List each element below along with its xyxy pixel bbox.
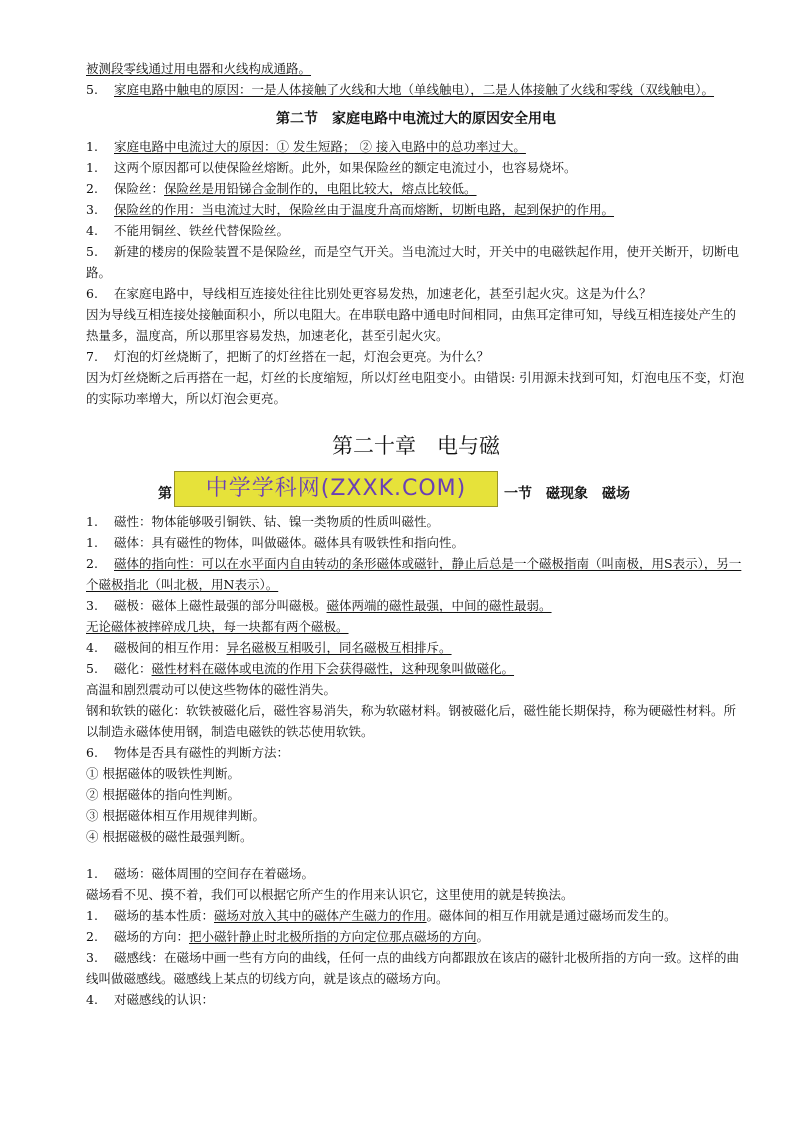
- list-number: 1.: [86, 908, 98, 923]
- list-number: 4.: [86, 223, 98, 238]
- text-span: 磁极间的相互作用：: [114, 640, 227, 655]
- underlined-text: 磁体的指向性：可以在水平面内自由转动的条形磁体或磁针，静止后总是一个磁极指南（叫南极，用S表示），另一个磁极指北（叫北极，用N表示）。: [86, 556, 742, 592]
- watermark-banner: 中学学科网(ZXXK.COM): [174, 471, 498, 507]
- list-number: 5.: [86, 244, 98, 259]
- text-span: ① 根据磁体的吸铁性判断。: [86, 766, 240, 781]
- underlined-text: 磁场对放入其中的磁体产生磁力的作用: [214, 908, 427, 923]
- text-line: [86, 926, 746, 947]
- text-line: [86, 679, 746, 700]
- text-span: 磁极：磁体上磁性最强的部分叫磁极。: [114, 598, 327, 613]
- text-span: ④ 根据磁极的磁性最强判断。: [86, 829, 253, 844]
- text-span: 对磁感线的认识：: [114, 992, 215, 1007]
- underlined-text: 家庭电路中电流过大的原因：① 发生短路； ② 接入电路中的总功率过大。: [114, 139, 526, 154]
- list-number: 3.: [86, 202, 98, 217]
- text-span: 。: [476, 929, 490, 944]
- list-number: 4.: [86, 640, 98, 655]
- text-span: 高温和剧烈震动可以使这些物体的磁性消失。: [86, 682, 337, 697]
- text-line: [86, 863, 746, 884]
- underlined-text: 把小磁针静止时北极所指的方向定位那点磁场的方向: [189, 929, 477, 944]
- text-span: 磁场看不见、摸不着，我们可以根据它所产生的作用来认识它，这里使用的就是转换法。: [86, 887, 574, 902]
- section-title-current-overload: 第二节 家庭电路中电流过大的原因安全用电: [276, 111, 556, 127]
- text-line: [86, 637, 746, 658]
- text-line: [86, 742, 746, 763]
- text-line: [86, 241, 746, 283]
- text-line: [86, 532, 746, 553]
- list-number: 6.: [86, 745, 98, 760]
- underlined-text: 磁体两端的磁性最强，中间的磁性最弱。: [326, 598, 552, 613]
- text-span: 物体是否具有磁性的判断方法：: [114, 745, 290, 760]
- text-span: 磁性：物体能够吸引铜铁、钴、镍一类物质的性质叫磁性。: [114, 514, 440, 529]
- text-line: [86, 178, 746, 199]
- text-span: 磁场的基本性质：: [114, 908, 215, 923]
- text-line: [86, 616, 746, 637]
- text-span: ③ 根据磁体相互作用规律判断。: [86, 808, 265, 823]
- text-span: 不能用铜丝、铁丝代替保险丝。: [114, 223, 290, 238]
- underlined-text: 家庭电路中触电的原因：一是人体接触了火线和大地（单线触电），二是人体接触了火线和零线（双线触电）。: [114, 82, 715, 97]
- text-line: [86, 367, 746, 409]
- text-span: 。磁体间的相互作用就是通过磁场而发生的。: [426, 908, 677, 923]
- chapter-title: 第二十章 电与磁: [332, 434, 500, 458]
- text-span: 新建的楼房的保险装置不是保险丝，而是空气开关。当电流过大时，开关中的电磁铁起作用，使开关断开，切断电路。: [86, 244, 740, 280]
- list-number: 1.: [86, 535, 98, 550]
- list-number: 2.: [86, 556, 98, 571]
- text-line: [86, 346, 746, 367]
- text-line: [86, 553, 746, 595]
- text-span: 磁化：: [114, 661, 152, 676]
- list-number: 3.: [86, 598, 98, 613]
- text-line: [86, 157, 746, 178]
- text-span: 这两个原因都可以使保险丝熔断。此外，如果保险丝的额定电流过小，也容易烧坏。: [114, 160, 577, 175]
- underlined-text: 被测段零线通过用电器和火线构成通路。: [86, 61, 312, 76]
- text-line: [86, 784, 746, 805]
- text-line: [86, 220, 746, 241]
- list-number: 3.: [86, 950, 98, 965]
- text-line: [86, 763, 746, 784]
- text-span: 灯泡的灯丝烧断了，把断了的灯丝搭在一起，灯泡会更亮。为什么？: [114, 349, 490, 364]
- text-line: [86, 595, 746, 616]
- list-number: 5.: [86, 661, 98, 676]
- list-number: 2.: [86, 181, 98, 196]
- text-line: [86, 947, 746, 989]
- section3-lines: [86, 863, 746, 1010]
- text-line: [86, 79, 746, 100]
- section1-lines: [86, 136, 746, 409]
- list-number: 5.: [86, 82, 98, 97]
- text-line: [86, 58, 746, 79]
- text-span: 钢和软铁的磁化：软铁被磁化后，磁性容易消失，称为软磁材料。钢被磁化后，磁性能长期保持，称为硬磁性材料。所以制造永磁体使用钢，制造电磁铁的铁芯使用软铁。: [86, 703, 737, 739]
- section-title-suffix: 一节 磁现象 磁场: [504, 486, 630, 502]
- text-line: [86, 989, 746, 1010]
- text-line: [86, 136, 746, 157]
- text-line: [86, 805, 746, 826]
- text-line: [86, 884, 746, 905]
- text-line: [86, 304, 746, 346]
- text-span: 因为导线互相连接处接触面积小，所以电阻大。在串联电路中通电时间相同，由焦耳定律可知，导线互相连接处产生的热量多，温度高，所以那里容易发热，加速老化，甚至引起火灾。: [86, 307, 737, 343]
- text-span: 保险丝：: [114, 181, 165, 196]
- list-number: 1.: [86, 514, 98, 529]
- underlined-text: 异名磁极互相吸引，同名磁极互相排斥。: [226, 640, 452, 655]
- text-line: [86, 283, 746, 304]
- section-title-magnetism-row: [86, 471, 746, 505]
- text-span: 在家庭电路中，导线相互连接处往往比别处更容易发热，加速老化，甚至引起火灾。这是为什么？: [114, 286, 652, 301]
- text-span: 磁场：磁体周围的空间存在着磁场。: [114, 866, 315, 881]
- list-number: 7.: [86, 349, 98, 364]
- text-line: [86, 905, 746, 926]
- underlined-text: 保险丝的作用：当电流过大时，保险丝由于温度升高而熔断，切断电路，起到保护的作用。: [114, 202, 615, 217]
- underlined-text: 保险丝是用铅锑合金制作的，电阻比较大，熔点比较低。: [164, 181, 477, 196]
- top-lines: [86, 58, 746, 100]
- text-span: 磁体：具有磁性的物体，叫做磁体。磁体具有吸铁性和指向性。: [114, 535, 465, 550]
- text-span: 磁场的方向：: [114, 929, 190, 944]
- spacer: [86, 847, 746, 863]
- list-number: 4.: [86, 992, 98, 1007]
- text-line: [86, 658, 746, 679]
- list-number: 2.: [86, 929, 98, 944]
- underlined-text: 无论磁体被摔碎成几块，每一块都有两个磁极。: [86, 619, 349, 634]
- list-number: 1.: [86, 160, 98, 175]
- list-number: 6.: [86, 286, 98, 301]
- section2-lines: [86, 511, 746, 847]
- underlined-text: 磁性材料在磁体或电流的作用下会获得磁性，这种现象叫做磁化。: [151, 661, 515, 676]
- text-span: 因为灯丝烧断之后再搭在一起，灯丝的长度缩短，所以灯丝电阻变小。由错误: 引用源未找到可知，灯泡电压不变，灯泡的实际功率增大，所以灯泡会更亮。: [86, 370, 745, 406]
- list-number: 1.: [86, 139, 98, 154]
- document-page: [86, 58, 746, 1010]
- text-line: [86, 199, 746, 220]
- text-span: 磁感线：在磁场中画一些有方向的曲线，任何一点的曲线方向都跟放在该店的磁针北极所指的方向一致。这样的曲线叫做磁感线。磁感线上某点的切线方向，就是该点的磁场方向。: [86, 950, 740, 986]
- text-line: [86, 826, 746, 847]
- text-line: [86, 511, 746, 532]
- list-number: 1.: [86, 866, 98, 881]
- text-line: [86, 700, 746, 742]
- text-span: ② 根据磁体的指向性判断。: [86, 787, 240, 802]
- section-title-prefix: 第: [158, 486, 172, 502]
